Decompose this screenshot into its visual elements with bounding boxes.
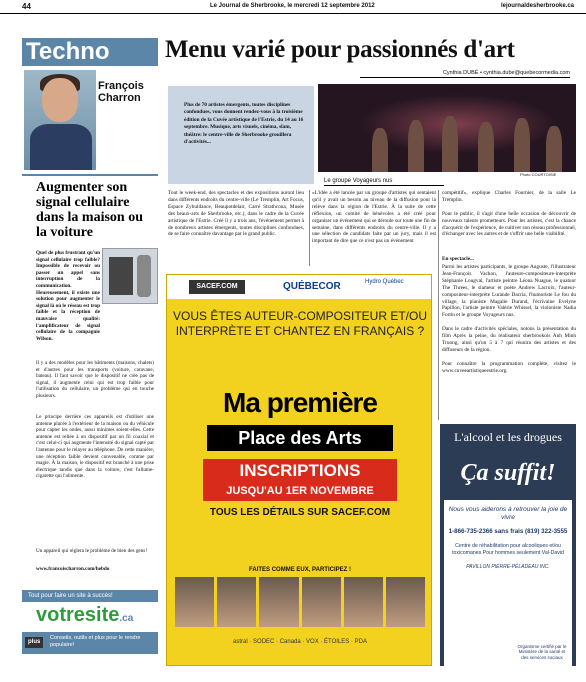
photo-credit: Photo COURTOISIE: [520, 172, 557, 177]
concert-photo: [318, 84, 576, 172]
author-photo: [24, 70, 96, 170]
quebecor-logo: QUÉBECOR: [283, 281, 341, 292]
votresite-tagline: plus Conseils, outils et plus pour le rendre populaire!: [22, 632, 158, 654]
rehab-help: Nous vous aiderons à retrouver la joie de vivre: [448, 506, 568, 521]
sidebar-para-1: Quel de plus frustrant qu'un signal cellulaire trop faible? Impossible de recevoir ou passer un appel sans interruption de la communication. Heureusement, il existe une solution pour augmenter le signal là où le réseau est trop faible et la réception de mauvaise qualité: l'amplificateur de signal cellulaire de la compagnie Wilson.: [36, 250, 100, 342]
votresite-logo: votresite.ca: [36, 604, 134, 626]
rehab-phone: 1-866-735-2366 sans frais (819) 322-3555: [448, 528, 568, 535]
votresite-ad[interactable]: [22, 590, 158, 660]
sidebar-headline: Augmenter son signal cellulaire dans la maison ou la voiture: [36, 180, 143, 240]
ad-details: TOUS LES DÉTAILS SUR SACEF.COM: [209, 507, 391, 518]
byline: Cynthia DUBÉ • cynthia.dube@quebecormedia.com: [360, 70, 570, 78]
author-name: François Charron: [98, 80, 144, 104]
hydro-logo: Hydro Québec: [365, 279, 404, 285]
main-headline: Menu varié pour passionnés d'art: [165, 36, 515, 63]
rehab-name: PAVILLON PIERRE-PÉLADEAU INC.: [466, 564, 550, 570]
article-col-3b: Parmi les artistes participants, le groupe Auguste, l'illustrateur Jean-François Vachon, l'auteure-compositeure-interprète Stéphanie Lougval, l'artiste peintre Léona Nuague, le quatuor The Threes, le slameur et poète Andrew Lacroix, l'auteur-compositeur-interprète Lurande Dacria, l'humoriste Le fou du village, la pianiste Magalie Durand, l'écrivaine Evelyne Papillon, l'artiste peintre Valérie Whissel, la violoniste Nadia Fortin et le groupe Voyageurs nus. Dans le cadre d'activités spéciales, notons la présentation du film Après la peine, du réalisateur sherbrookois Anh Minh Truong, ainsi qu'un 5 à 7 qui réunira des artistes et des diffuseurs de la région. Pour connaître la programmation complète, visitez le www.cuveeartistiqueestrie.org.: [442, 264, 576, 374]
article-col-1: Tout le week-end, des spectacles et des expositions auront lieu dans différents endroits du centre-ville (Le Tremplin, Art Focus, Espace Zybuldance, Beaupotdelair, Carré Strathcona, Musée des beaux-arts de Sherbrooke, etc.), dans le cadre de la Cuvée artistique de l'Estrie. Créé il y a trois ans, l'événement permet à de nombreux artistes émergents, toutes disciplines confondues, de se faire connaître davantage par le grand public.: [168, 190, 304, 238]
rehab-line2: Ça suffit!: [460, 460, 556, 486]
masthead-bar: [0, 0, 586, 14]
page-number: 44: [22, 2, 31, 11]
column-rule: [438, 190, 439, 420]
subhead: En spectacle...: [442, 256, 475, 262]
photo-caption: Le groupe Voyageurs nus: [324, 178, 444, 186]
column-rule: [309, 190, 310, 266]
sidebar-para-3: Le principe derrière ces appareils est d'utiliser une antenne placée à l'extérieur de la maison ou du véhicule pour capter les ondes, aussi minimes soient-elles. Cette antenne est reliée à un dispositif par un fil coaxial et c'est celui-ci qui augmente l'intensité du signal capté par l'antenne pour le relayer au téléphone. De cette manière, une réception faible devient convenable, comme par magie. À la maison, le dispositif est branché à une prise électrique tandis que dans la voiture, c'est l'allume-cigarette qui l'alimente.: [36, 414, 154, 480]
signal-booster-image: [102, 248, 158, 304]
divider: [22, 174, 158, 176]
ad-title: Ma première: [223, 387, 377, 418]
sacef-logo: SACEF.COM: [189, 280, 245, 294]
website-link[interactable]: lejournaldesherbrooke.ca: [500, 3, 574, 9]
masthead: Le Journal de Sherbrooke, le mercredi 12 septembre 2012: [210, 3, 375, 9]
artist-photos: [175, 577, 425, 627]
ad-participate: FAITES COMME EUX, PARTICIPEZ !: [249, 567, 351, 573]
section-label: Techno: [22, 38, 158, 66]
ad-venue: Place des Arts: [207, 425, 393, 451]
article-col-3: compétitif», explique Charles Fournier, de la salle Le Tremplin. Pour le public, il s'agit d'une belle occasion de découvrir de nouveaux talents prometteurs. Pour les artistes, c'est la chance d'acquérir de l'expérience, de cultiver son réseau professionnel, d'échanger avec les autres et de s'offrir une belle visibilité.: [442, 190, 576, 238]
rehab-line1: L'alcool et les drogues: [454, 430, 562, 444]
intro-box: Plus de 70 artistes émergents, toutes disciplines confondues, vous donnent rendez-vous à la troisième édition de la Cuvée artistique de l'Estrie, du 14 au 16 septembre. Musique, arts visuels, cinéma, slam, théâtre: le centre-ville de Sherbrooke grouillera d'activités...: [168, 86, 314, 184]
rehab-org: Organisme certifié par le Ministère de la santé et des services sociaux: [517, 643, 567, 660]
sidebar-link[interactable]: www.francoischarron.com/hebdo: [36, 566, 110, 572]
rehab-ad[interactable]: [440, 424, 576, 666]
rehab-centre: Centre de réhabilitation pour alcooliques et/ou toxicomanes Pour hommes seulement Val-David: [452, 543, 564, 556]
votresite-banner: Tout pour faire un site à succès!: [22, 590, 158, 602]
plus-tag: plus: [25, 637, 43, 648]
ad-cta: INSCRIPTIONS JUSQU'AU 1ER NOVEMBRE: [203, 459, 397, 501]
article-col-2: «L'idée a été lancée par un groupe d'artistes qui sentaient qu'il y avait un besoin au niveau de la diffusion pour la relève dans la région de l'Estrie. À la suite de cette réflexion, un comité de bénévoles a été créé pour organiser un événement qui se déroule sur toute une fin de semaine, dans différents endroits du centre-ville. Il y a une sélection de candidats faite par un jury, mais il est important de dire que ce n'est pas un événement: [312, 190, 436, 245]
sacef-ad[interactable]: [166, 274, 432, 666]
sidebar-para-2: Il y a des modèles pour les bâtiments (maisons, chalets) et d'autres pour les transports (voiture, caravane, bateau). Il faut savoir que le dispositif ne crée pas de signal, il augmente celui qui est trop faible pour l'utilisation du cellulaire, un problème qui en touche plusieurs.: [36, 360, 154, 399]
ad-question: VOUS ÊTES AUTEUR-COMPOSITEUR ET/OU INTERPRÈTE ET CHANTEZ EN FRANÇAIS ?: [172, 309, 428, 338]
sidebar-para-4: Un appareil qui réglera le problème de bien des gens!: [36, 548, 148, 554]
sponsor-logos: astral · SODEC · Canada · VOX · ÉTOILES · PDA: [233, 639, 367, 645]
